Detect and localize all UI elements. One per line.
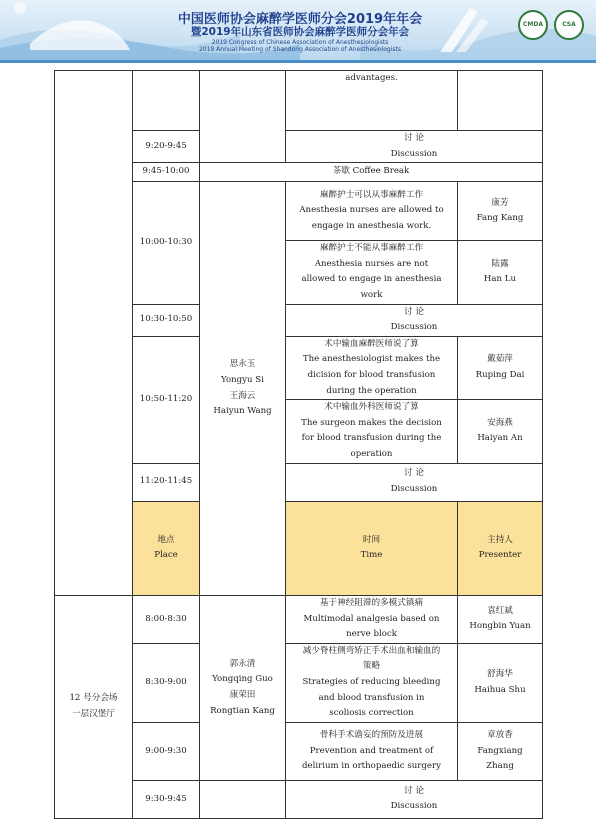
speaker-en: Ruping Dai — [475, 369, 525, 380]
topic-en: Anesthesia nurses are allowed to — [299, 205, 444, 216]
header-place — [133, 501, 200, 596]
discussion-en: Discussion — [390, 484, 438, 494]
speaker-cn: 章放香 — [487, 729, 513, 740]
speaker-en: Haiyan An — [477, 433, 523, 444]
discussion-cell — [286, 463, 543, 501]
discussion-en: Discussion — [390, 322, 438, 333]
csa-logo-icon: CSA — [554, 10, 584, 40]
speaker-en: Fangxiang — [477, 745, 523, 756]
topic-cn: 术中输血外科医师说了算 — [324, 402, 419, 413]
time-cell: 8:00-8:30 — [133, 596, 200, 644]
time-cell: 11:20-11:45 — [133, 463, 200, 501]
discussion-cell — [286, 304, 543, 336]
presenter-cell-empty — [200, 71, 286, 163]
speaker-cn: 康芳 — [491, 197, 509, 208]
topic-en: scoliosis correction — [329, 708, 414, 719]
topic-cn: 术中输血麻醉医师说了算 — [324, 338, 419, 349]
speaker-cell — [458, 596, 543, 644]
discussion-cn: 讨 论 — [404, 133, 424, 143]
topic-en: delirium in orthopaedic surgery — [302, 761, 441, 772]
discussion-cn: 讨 论 — [404, 468, 424, 479]
header-presenter — [458, 501, 543, 596]
speaker-en: Han Lu — [483, 274, 517, 285]
banner-title-cn: 中国医师协会麻醉学医师分会2019年年会 — [177, 12, 423, 27]
topic-en: for blood transfusion during the — [301, 433, 442, 444]
header-time-en: Time — [360, 550, 383, 561]
chair-en: Rongtian Kang — [210, 705, 275, 716]
topic-cell — [286, 400, 458, 463]
topic-cn: 骨科手术谵妄的预防及进展 — [319, 729, 424, 740]
topic-en: The anesthesiologist makes the — [302, 354, 441, 365]
discussion-cell — [286, 131, 543, 163]
schedule-table — [54, 70, 543, 819]
topic-cn: 麻醉护士不能从事麻醉工作 — [319, 243, 424, 254]
speaker-cn: 戴茹萍 — [487, 354, 513, 365]
topic-cn: 减少脊柱侧弯矫正手术出血和输血的 — [302, 645, 441, 656]
speaker-cn: 陆露 — [491, 258, 509, 269]
speaker-cell — [458, 241, 543, 304]
topic-cn: 基于神经阻滞的多模式镇痛 — [319, 598, 424, 609]
banner-divider — [0, 60, 596, 63]
speaker-en: Hongbin Yuan — [469, 621, 531, 632]
chair-cn: 郭永清 — [229, 658, 256, 669]
topic-en: during the operation — [326, 385, 417, 396]
topic-en: operation — [350, 448, 393, 459]
topic-cell — [286, 182, 458, 241]
topic-en: Multimodal analgesia based on — [303, 613, 440, 624]
topic-cn: 麻醉护士可以从事麻醉工作 — [319, 189, 424, 200]
topic-cell — [286, 336, 458, 399]
presenter-cell-empty — [200, 780, 286, 818]
topic-cn: 策略 — [362, 661, 381, 672]
topic-en: dicision for blood transfusion — [307, 369, 436, 380]
topic-en: advantages. — [345, 73, 398, 83]
topic-cell — [286, 241, 458, 304]
topic-en: allowed to engage in anesthesia — [301, 274, 442, 285]
topic-en: and blood transfusion in — [318, 692, 425, 703]
time-cell: 9:00-9:30 — [133, 722, 200, 780]
banner-title-en-2: 2019 Annual Meeting of Shandong Association of Anesthesiologists — [198, 46, 402, 53]
header-presenter-en: Presenter — [478, 550, 522, 561]
banner-title-en — [150, 39, 450, 53]
header-presenter-cn: 主持人 — [487, 534, 513, 545]
time-cell: 9:30-9:45 — [133, 780, 200, 818]
speaker-en: Zhang — [486, 761, 514, 772]
speaker-cell — [458, 643, 543, 722]
discussion-cn: 讨 论 — [404, 785, 424, 796]
time-cell: 10:30-10:50 — [133, 304, 200, 336]
topic-en: work — [360, 289, 383, 300]
table-row — [55, 71, 543, 131]
speaker-cell — [458, 336, 543, 399]
speaker-cell — [458, 182, 543, 241]
time-cell: 9:45-10:00 — [133, 163, 200, 182]
topic-en: The surgeon makes the decision — [301, 417, 442, 428]
topic-cell — [286, 596, 458, 644]
header-place-cn: 地点 — [157, 534, 175, 545]
discussion-en: Discussion — [390, 801, 438, 812]
topic-en: engage in anesthesia work. — [311, 220, 432, 231]
chair-en: Yongyu Si — [221, 375, 264, 386]
discussion-cell — [286, 780, 543, 818]
place-cn: 12 号分会场 — [69, 693, 118, 704]
chair-en: Yongqing Guo — [212, 674, 273, 685]
speaker-cell — [458, 71, 543, 131]
discussion-cn: 讨 论 — [404, 306, 424, 317]
topic-en: Anesthesia nurses are not — [314, 258, 429, 269]
place-cell-empty — [55, 71, 133, 596]
chair-cn: 康荣田 — [229, 689, 256, 700]
time-cell: 10:00-10:30 — [133, 182, 200, 304]
speaker-cn: 安海燕 — [487, 417, 513, 428]
speaker-cn: 袁红斌 — [487, 605, 513, 616]
chair-cn: 王海云 — [229, 390, 256, 401]
topic-en: Prevention and treatment of — [309, 745, 434, 756]
header-time-cn: 时间 — [362, 534, 381, 545]
banner-subtitle-cn: 暨2019年山东省医师协会麻醉学医师分会年会 — [190, 26, 410, 38]
speaker-en: Haihua Shu — [474, 684, 526, 695]
topic-cell — [286, 71, 458, 131]
presenter-cell — [200, 182, 286, 596]
coffee-break-cell: 茶歇 Coffee Break — [200, 163, 543, 182]
time-cell — [133, 71, 200, 131]
time-cell: 9:20-9:45 — [133, 131, 200, 163]
cmda-logo-icon: CMDA — [518, 10, 548, 40]
speaker-cell — [458, 722, 543, 780]
time-cell: 8:30-9:00 — [133, 643, 200, 722]
topic-cell — [286, 722, 458, 780]
topic-cell — [286, 643, 458, 722]
topic-en: Strategies of reducing bleeding — [302, 677, 441, 688]
topic-en: nerve block — [346, 629, 397, 640]
header-banner — [0, 0, 596, 62]
place-cell — [55, 596, 133, 819]
chair-en: Haiyun Wang — [213, 406, 272, 417]
speaker-en: Fang Kang — [476, 213, 524, 224]
speaker-cell — [458, 400, 543, 463]
banner-title-en-1: 2019 Congress of Chinese Association of Anesthesiologists — [211, 39, 389, 46]
header-time — [286, 501, 458, 596]
speaker-cn: 舒海华 — [487, 669, 513, 680]
header-place-en: Place — [154, 550, 178, 561]
chair-cn: 思永玉 — [229, 359, 256, 370]
time-cell: 10:50-11:20 — [133, 336, 200, 463]
place-cn: 一层汉堡厅 — [72, 708, 115, 719]
presenter-cell — [200, 596, 286, 781]
discussion-en: Discussion — [390, 148, 438, 159]
table-row — [55, 596, 543, 644]
